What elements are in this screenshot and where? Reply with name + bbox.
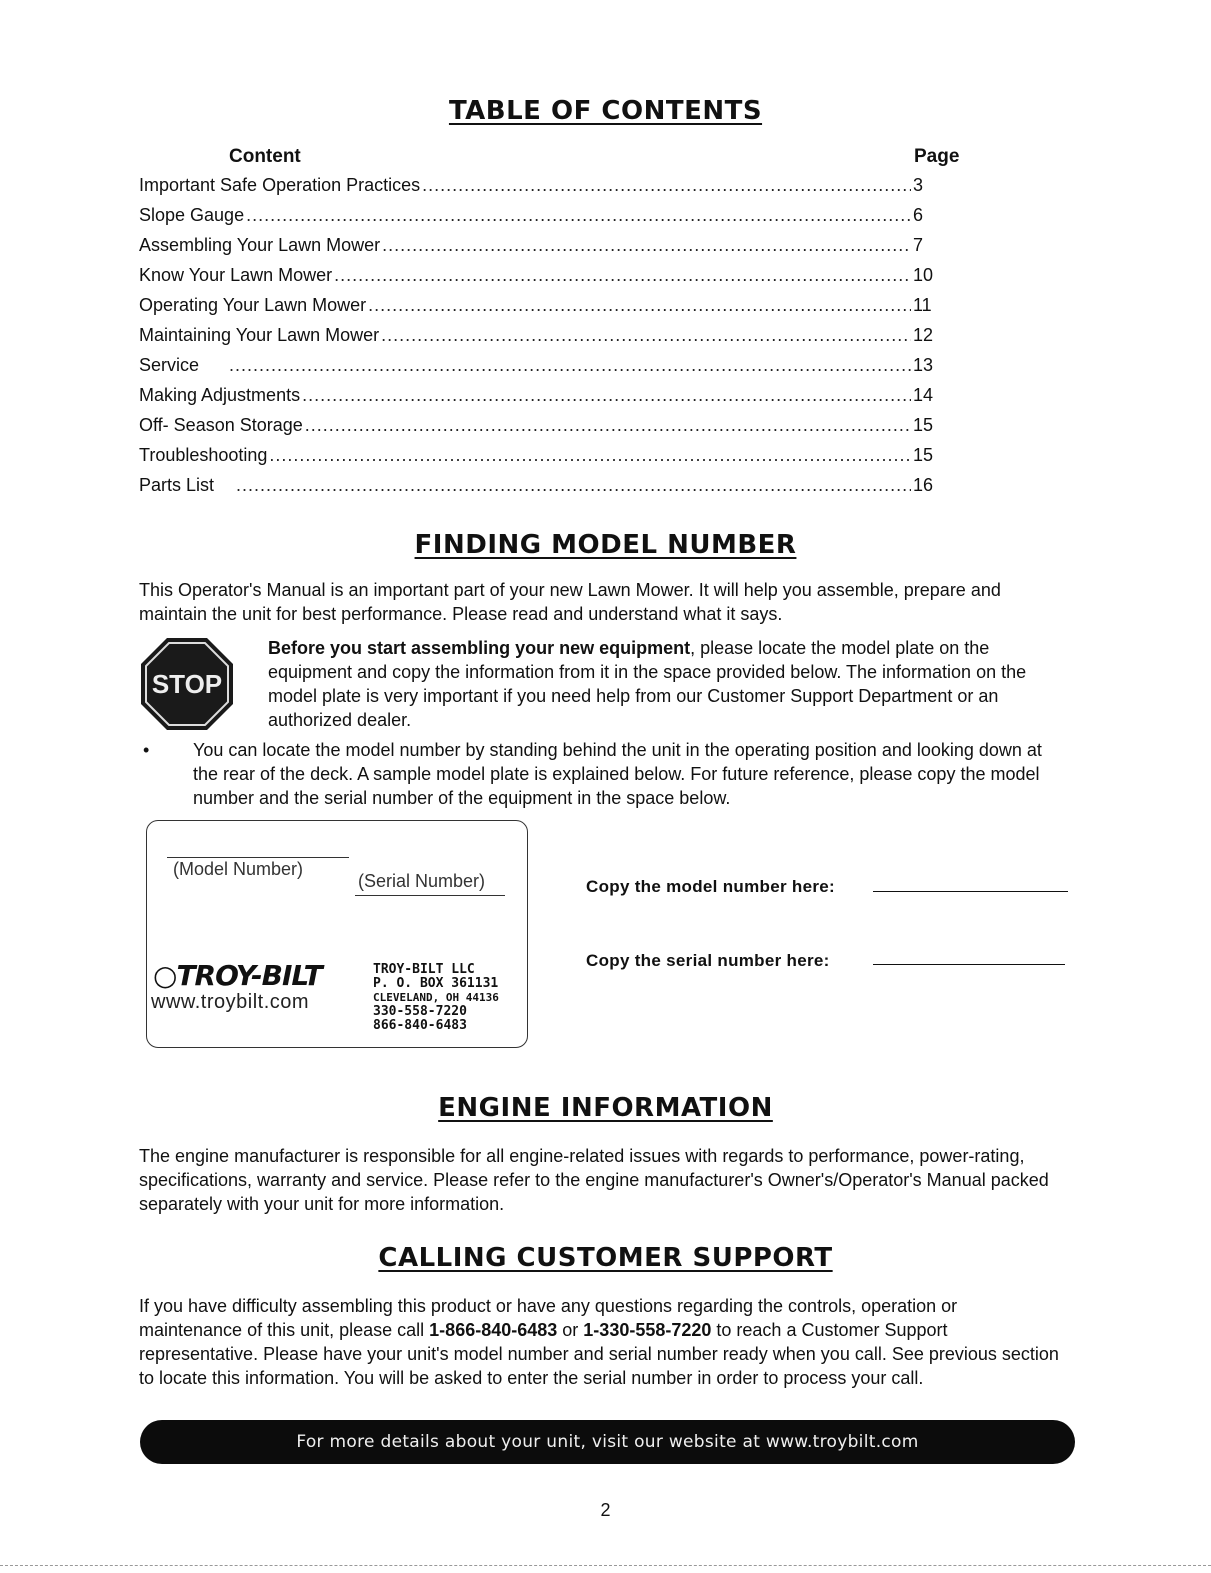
toc-leader [381,325,911,346]
toc-entry-page: 7 [913,235,924,255]
support-phone-1: 1-866-840-6483 [429,1320,558,1340]
toc-entry-title: Know Your Lawn Mower [139,265,333,285]
engine-text: The engine manufacturer is responsible for all engine-related issues with regards to performance, power-rating, specifications, warranty and service. Please refer to the engine manufacturer's Owner's/Operator's Manual packed separately with your unit for more information. [139,1146,1049,1214]
copy-serial-label: Copy the serial number here: [586,951,830,970]
toc-entry-page: 16 [913,475,934,495]
toc-leader [334,265,911,286]
model-number-line [167,857,349,858]
toc-leader [368,295,911,316]
toc-entry-page: 3 [913,175,924,195]
copy-model-label: Copy the model number here: [586,877,835,896]
toc-leader [229,355,911,376]
toc-entry-title: Parts List [139,475,215,495]
toc-entry [139,235,939,265]
bullet-icon: • [143,740,150,760]
stop-sign-icon [139,636,235,732]
page-bottom-rule [0,1565,1211,1566]
support-text: If you have difficulty assembling this product or have any questions regarding the controls, operation or maintenance of this unit, please call 1-866-840-6483 or 1-330-558-7220 to reach a Customer Support representative. Please have your unit's model number and serial number ready when you call. See previous section to locate this information. You will be asked to enter the serial number in order to process your call. [139,1296,1059,1388]
support-heading: CALLING CUSTOMER SUPPORT [378,1243,833,1273]
toc-entry-title: Service [139,355,200,375]
toc-entry-page: 6 [913,205,924,225]
toc-leader [236,475,911,496]
model-number-entry-line[interactable] [873,891,1068,892]
toc-entry-title: Slope Gauge [139,205,245,225]
website-banner: For more details about your unit, visit our website at www.troybilt.com [140,1420,1075,1464]
before-assembling-text [268,636,1068,732]
toc-leader [246,205,911,226]
engine-heading: ENGINE INFORMATION [438,1093,773,1123]
model-location-text: You can locate the model number by standing behind the unit in the operating position and looking down at the rear of the deck. A sample model plate is explained below. For future reference, please copy the model number and the serial number of the equipment in the space below. [193,740,1042,808]
toc-entry-title: Assembling Your Lawn Mower [139,235,381,255]
toc-entry-title: Off- Season Storage [139,415,303,435]
serial-number-entry-line[interactable] [873,964,1065,965]
toc-entry-page: 14 [913,385,934,405]
before-assembling-rest: , please locate the model plate on the equipment and copy the information from it in the space provided below. The information on the model plate is very important if you need help from our Customer Support Department or an authorized dealer. [268,638,1027,730]
toc-entry-page: 10 [913,265,934,285]
toc-entry-title: Important Safe Operation Practices [139,175,421,195]
serial-number-line [355,895,505,896]
plate-website: www.troybilt.com [151,991,310,1013]
model-number-label: (Model Number) [173,859,304,879]
toc-entry-page: 13 [913,355,934,375]
toc-entry [139,475,939,505]
toc-content-header: Content [229,146,301,167]
toc-entry-page: 12 [913,325,934,345]
toc-entry-title: Operating Your Lawn Mower [139,295,367,315]
toc-entry-title: Making Adjustments [139,385,301,405]
model-heading: FINDING MODEL NUMBER [414,530,797,560]
toc-entry-page: 15 [913,445,934,465]
toc-leader [305,415,911,436]
support-phone-2: 1-330-558-7220 [583,1320,712,1340]
toc-leader [302,385,911,406]
toc-entry [139,265,939,295]
page-number: 2 [600,1500,611,1520]
model-plate [146,820,528,1048]
before-assembling-bold: Before you start assembling your new equipment [268,638,691,658]
toc-entry [139,385,939,415]
troy-bilt-logo: ○TROY-BILT [153,959,322,992]
toc-entry [139,355,939,385]
toc-entry [139,205,939,235]
toc-heading: TABLE OF CONTENTS [448,96,763,126]
toc-entry-page: 15 [913,415,934,435]
stop-sign-label: STOP [151,669,223,699]
toc-entry [139,295,939,325]
toc-entry [139,175,939,205]
toc-page-header: Page [914,146,960,167]
toc-entry-title: Troubleshooting [139,445,268,465]
model-intro: This Operator's Manual is an important part of your new Lawn Mower. It will help you assemble, prepare and maintain the unit for best performance. Please read and understand what it says. [139,580,1001,624]
toc-list [139,175,939,505]
toc-leader [269,445,911,466]
toc-entry-page: 11 [913,295,932,315]
toc-entry [139,325,939,355]
toc-entry [139,415,939,445]
plate-address: TROY-BILT LLC P. O. BOX 361131 CLEVELAND, OH 44136 330-558-7220 866-840-6483 [373,962,499,1033]
toc-leader [382,235,911,256]
toc-leader [422,175,911,196]
serial-number-label: (Serial Number) [358,871,486,891]
toc-entry-title: Maintaining Your Lawn Mower [139,325,380,345]
toc-entry [139,445,939,475]
